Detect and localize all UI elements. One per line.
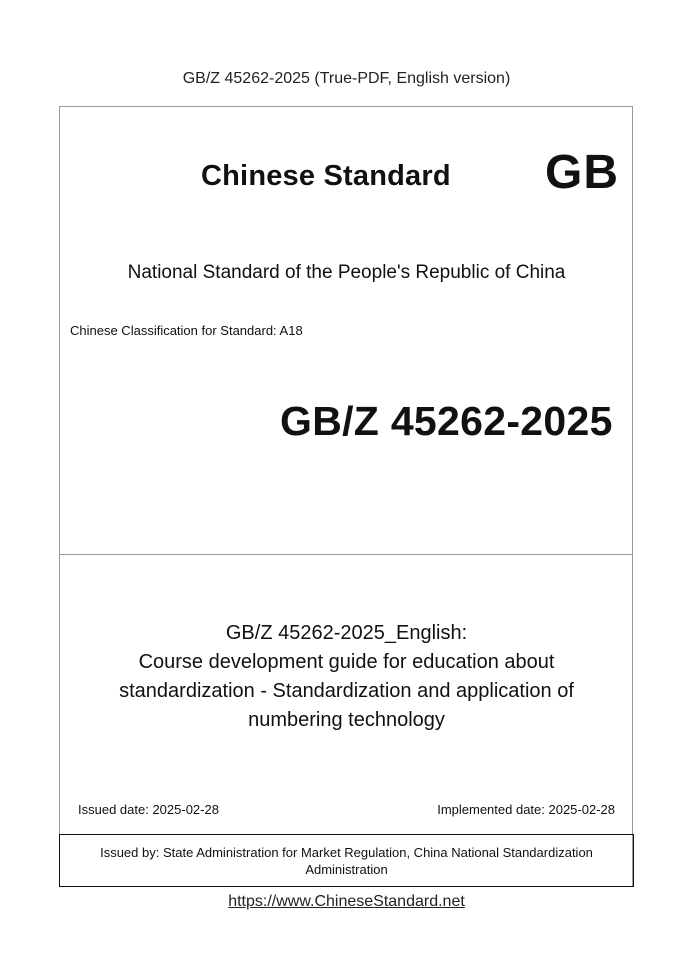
gb-mark: GB (545, 146, 619, 199)
document-header: GB/Z 45262-2025 (True-PDF, English version) (182, 70, 511, 87)
title-line: numbering technology (248, 709, 445, 731)
website-link[interactable]: https://www.ChineseStandard.net (228, 893, 465, 910)
issuer-text: Issued by: State Administration for Market Regulation, China National Standardization Administration (100, 845, 593, 877)
classification-label: Chinese Classification for Standard: A18 (70, 323, 303, 338)
issuer-box (59, 834, 634, 887)
national-standard-subtitle: National Standard of the People's Republic of China (127, 262, 566, 283)
section-divider (59, 554, 633, 555)
title-line: GB/Z 45262-2025_English: (225, 622, 468, 644)
cover-frame (59, 106, 633, 886)
cover-title: Chinese Standard (201, 160, 451, 192)
implemented-date: Implemented date: 2025-02-28 (437, 802, 615, 817)
title-line: Course development guide for education about (138, 651, 555, 673)
standard-number: GB/Z 45262-2025 (280, 398, 613, 444)
issued-date: Issued date: 2025-02-28 (78, 802, 219, 817)
title-line: standardization - Standardization and application of (119, 680, 574, 702)
document-title (90, 619, 603, 735)
